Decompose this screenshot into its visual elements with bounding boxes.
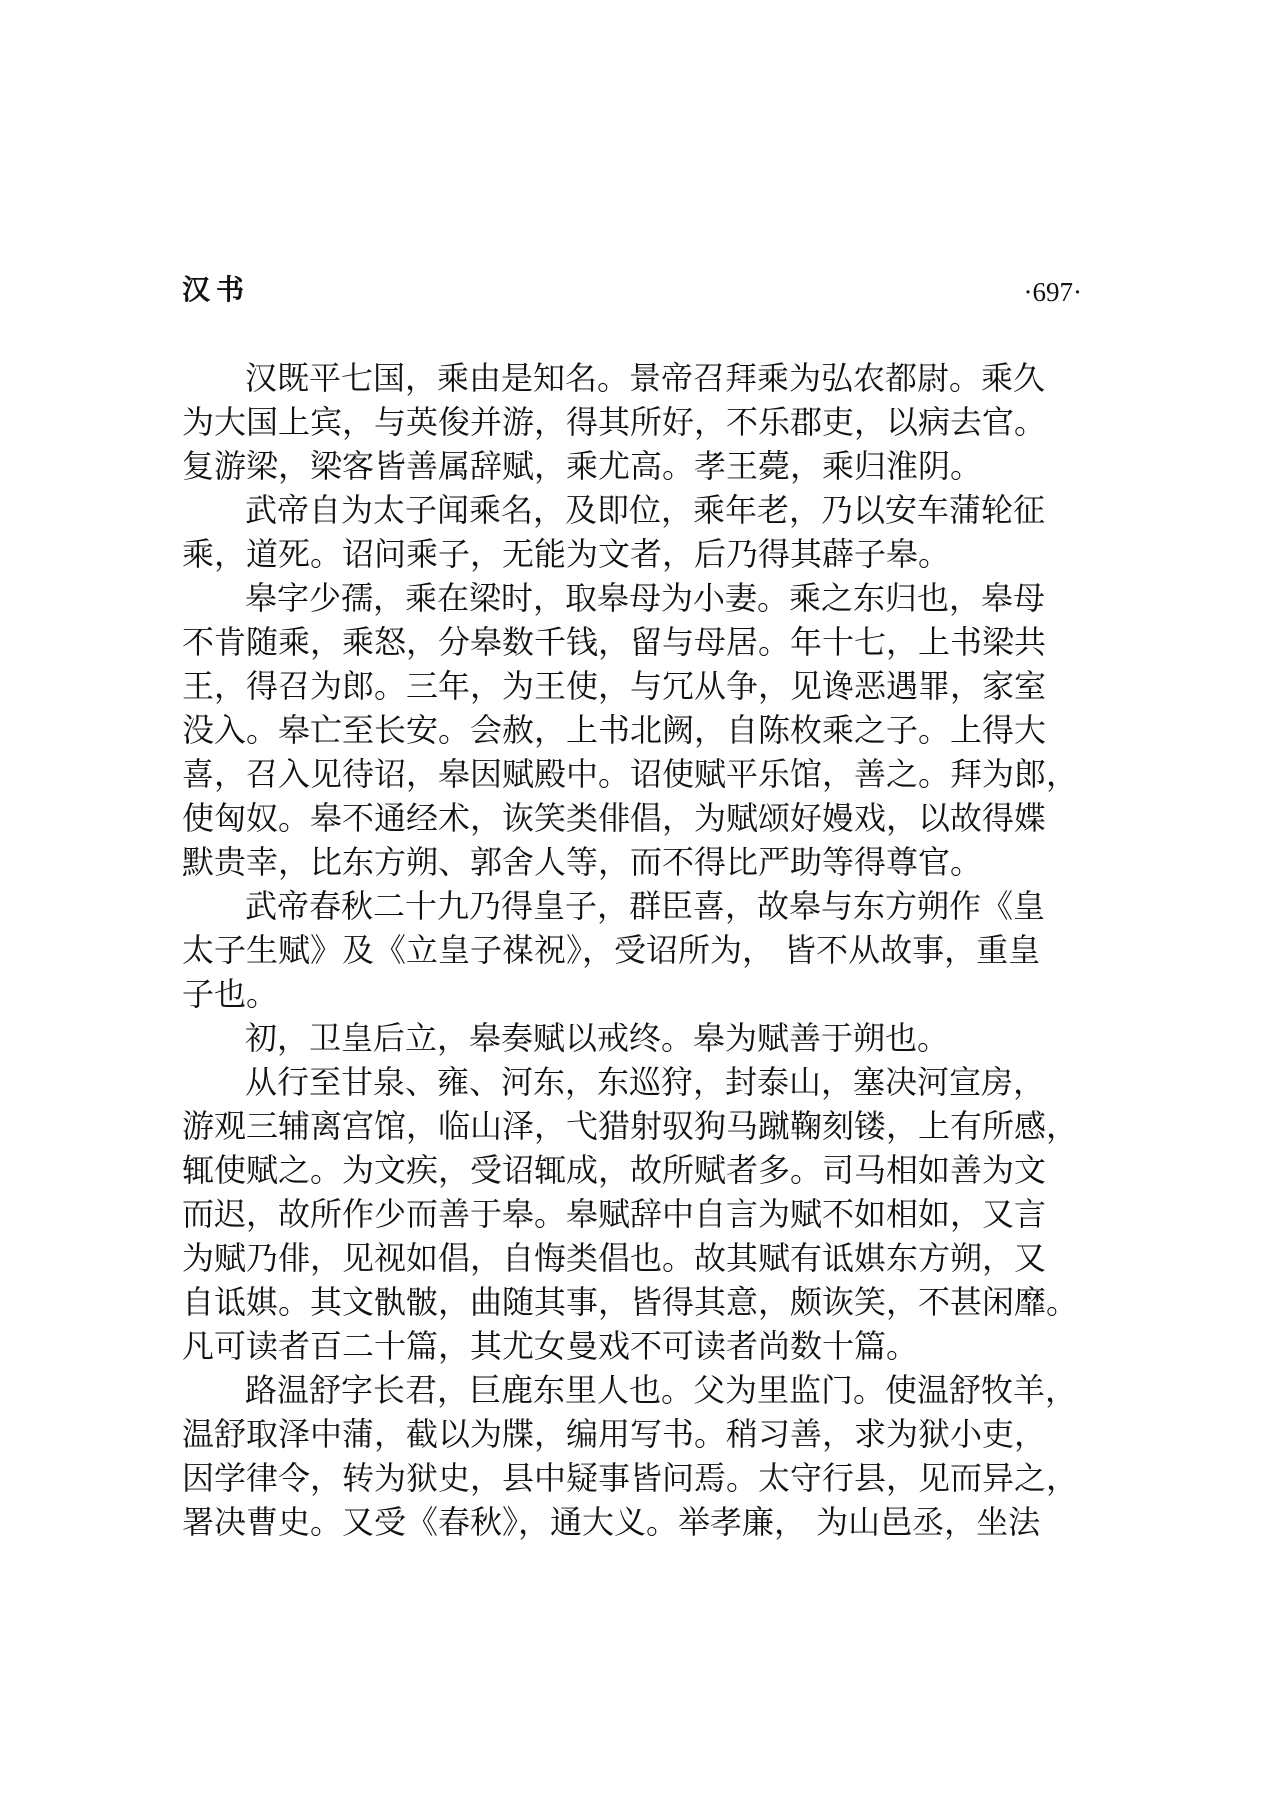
text-line: 而迟，故所作少而善于皋。皋赋辞中自言为赋不如相如，又言: [182, 1195, 1047, 1233]
text-line: 路温舒字长君，巨鹿东里人也。父为里监门。使温舒牧羊，: [245, 1371, 1078, 1409]
text-line: 使匈奴。皋不通经术，诙笑类俳倡，为赋颂好嫚戏，以故得媟: [182, 799, 1047, 837]
text-line: 因学律令，转为狱史，县中疑事皆问焉。太守行县，见而异之，: [182, 1459, 1079, 1497]
text-line: 署决曹史。又受《春秋》，通大义。举孝廉， 为山邑丞，坐法: [182, 1503, 1041, 1541]
text-line: 为赋乃俳，见视如倡，自悔类倡也。故其赋有诋娸东方朔，又: [182, 1239, 1047, 1277]
text-line: 初，卫皇后立，皋奏赋以戒终。皋为赋善于朔也。: [245, 1019, 950, 1057]
running-title: 汉书: [182, 273, 251, 306]
text-line: 从行至甘泉、雍、河东，东巡狩，封泰山，塞决河宣房，: [245, 1063, 1046, 1101]
text-line: 为大国上宾，与英俊并游，得其所好，不乐郡吏，以病去官。: [182, 403, 1047, 441]
text-line: 游观三辅离宫馆，临山泽，弋猎射驭狗马蹴鞠刻镂，上有所感，: [182, 1107, 1079, 1145]
text-line: 温舒取泽中蒲，截以为牒，编用写书。稍习善，求为狱小吏，: [182, 1415, 1047, 1453]
text-line: 太子生赋》及《立皇子禖祝》，受诏所为， 皆不从故事，重皇: [182, 931, 1041, 969]
text-line: 不肯随乘，乘怒，分皋数千钱，留与母居。年十七，上书梁共: [182, 623, 1047, 661]
text-line: 子也。: [182, 975, 279, 1013]
text-line: 没入。皋亡至长安。会赦，上书北阙，自陈枚乘之子。上得大: [182, 711, 1047, 749]
text-line: 武帝自为太子闻乘名，及即位，乘年老，乃以安车蒲轮征: [245, 491, 1046, 529]
text-line: 辄使赋之。为文疾，受诏辄成，故所赋者多。司马相如善为文: [182, 1151, 1047, 1189]
text-line: 喜，召入见待诏，皋因赋殿中。诏使赋平乐馆，善之。拜为郎，: [182, 755, 1079, 793]
page-number: ·697·: [1023, 277, 1082, 307]
text-line: 汉既平七国，乘由是知名。景帝召拜乘为弘农都尉。乘久: [245, 359, 1046, 397]
text-line: 凡可读者百二十篇，其尤女曼戏不可读者尚数十篇。: [182, 1327, 919, 1365]
text-line: 王，得召为郎。三年，为王使，与冗从争，见谗恶遇罪，家室: [182, 667, 1047, 705]
text-line: 皋字少孺，乘在梁时，取皋母为小妻。乘之东归也，皋母: [245, 579, 1046, 617]
text-line: 复游梁，梁客皆善属辞赋，乘尤高。孝王薨，乘归淮阴。: [182, 447, 983, 485]
text-line: 默贵幸，比东方朔、郭舍人等，而不得比严助等得尊官。: [182, 843, 983, 881]
text-line: 乘，道死。诏问乘子，无能为文者，后乃得其薜子皋。: [182, 535, 951, 573]
text-line: 自诋娸。其文骫骳，曲随其事，皆得其意，颇诙笑，不甚闲靡。: [182, 1283, 1079, 1321]
text-line: 武帝春秋二十九乃得皇子，群臣喜，故皋与东方朔作《皇: [245, 887, 1046, 925]
body-text: [182, 356, 1084, 1544]
